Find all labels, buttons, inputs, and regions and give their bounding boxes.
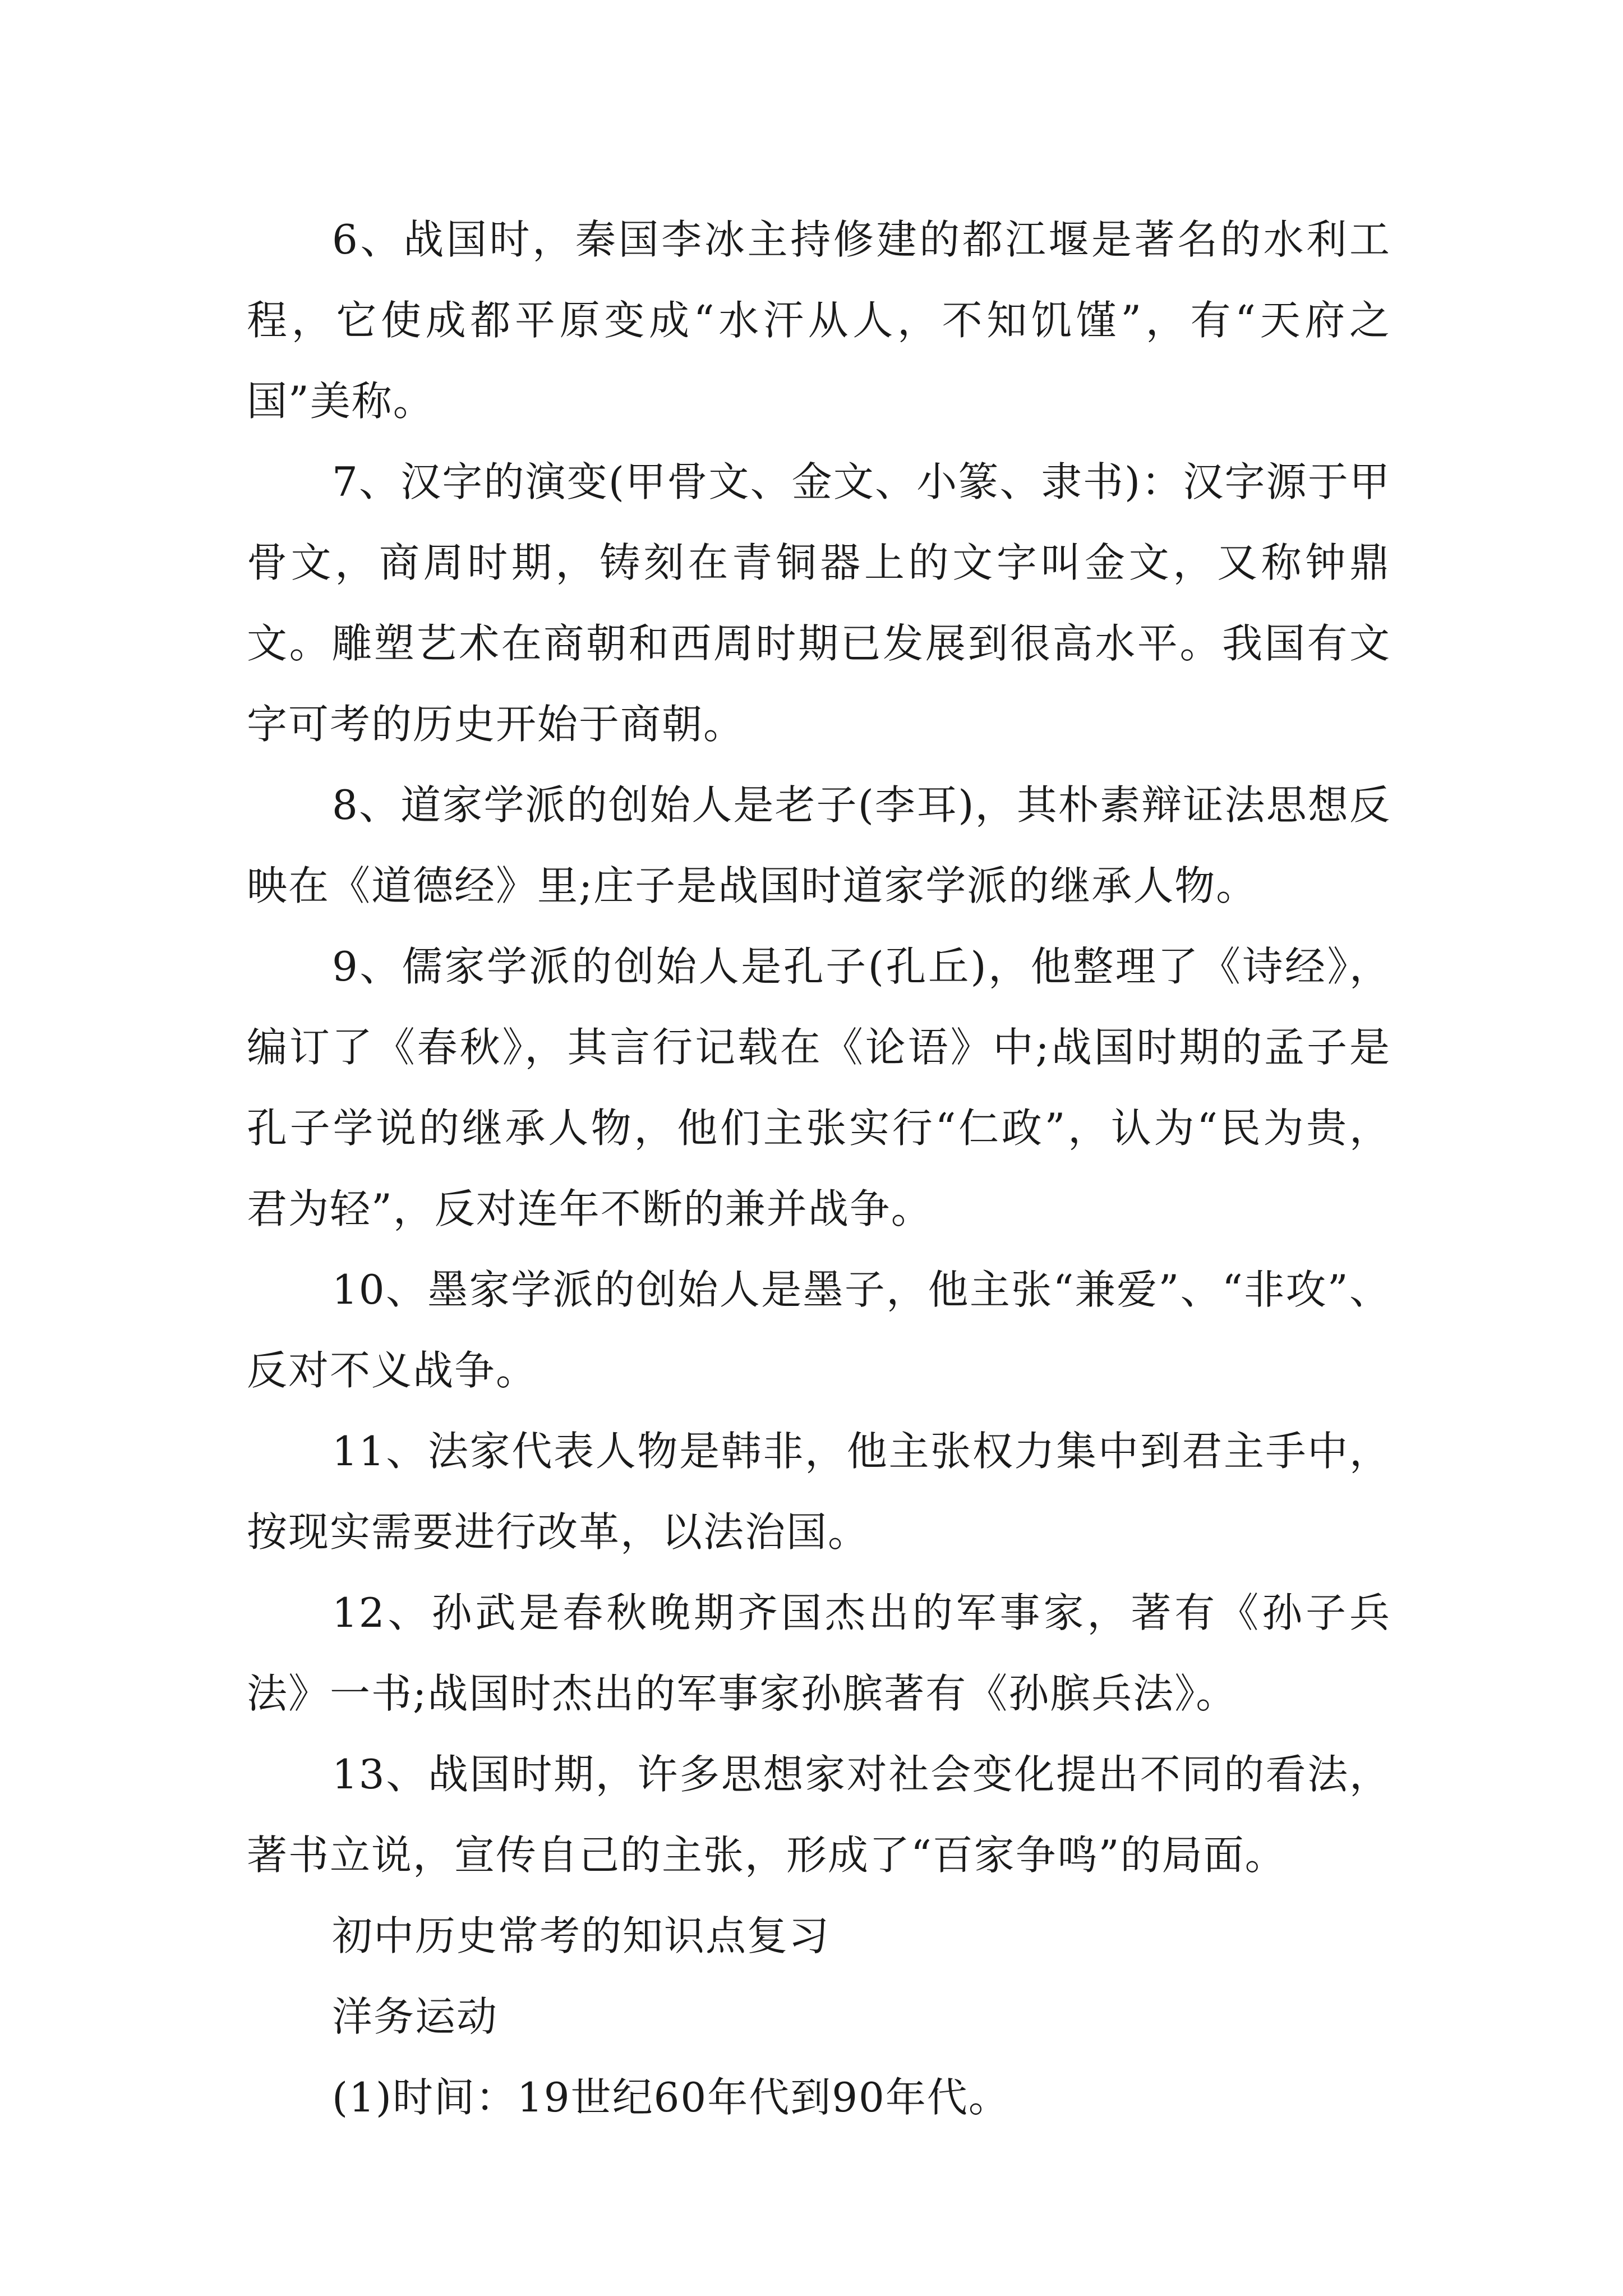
paragraph-7: 7、汉字的演变(甲骨文、金文、小篆、隶书)：汉字源于甲骨文，商周时期，铸刻在青铜器上的文字叫金文，又称钟鼎文。雕塑艺术在商朝和西周时期已发展到很高水平。我国有文字可考的历史开始于商朝。 (247, 458, 1391, 748)
section-title: 初中历史常考的知识点复习 (332, 1912, 831, 1959)
paragraph-11: 11、法家代表人物是韩非，他主张权力集中到君主手中，按现实需要进行改革，以法治国。 (247, 1428, 1391, 1556)
paragraph-12: 12、孙武是春秋晚期齐国杰出的军事家，著有《孙子兵法》一书;战国时杰出的军事家孙膑著有《孙膑兵法》。 (247, 1589, 1391, 1717)
paragraph-9: 9、儒家学派的创始人是孔子(孔丘)，他整理了《诗经》，编订了《春秋》，其言行记载在《论语》中;战国时期的孟子是孔子学说的继承人物，他们主张实行“仁政”，认为“民为贵，君为轻”，反对连年不断的兼并战争。 (247, 943, 1391, 1232)
paragraph-8: 8、道家学派的创始人是老子(李耳)，其朴素辩证法思想反映在《道德经》里;庄子是战国时道家学派的继承人物。 (247, 781, 1391, 909)
subsection-title: 洋务运动 (332, 1993, 499, 2040)
document-body (247, 199, 1391, 2138)
paragraph-13: 13、战国时期，许多思想家对社会变化提出不同的看法，著书立说，宣传自己的主张，形成了“百家争鸣”的局面。 (247, 1751, 1391, 1879)
list-item-time: (1)时间：19世纪60年代到90年代。 (332, 2074, 1010, 2121)
paragraph-6: 6、战国时，秦国李冰主持修建的都江堰是著名的水利工程，它使成都平原变成“水汗从人，不知饥馑”，有“天府之国”美称。 (247, 216, 1391, 425)
paragraph-10: 10、墨家学派的创始人是墨子，他主张“兼爱”、“非攻”、反对不义战争。 (247, 1266, 1391, 1394)
